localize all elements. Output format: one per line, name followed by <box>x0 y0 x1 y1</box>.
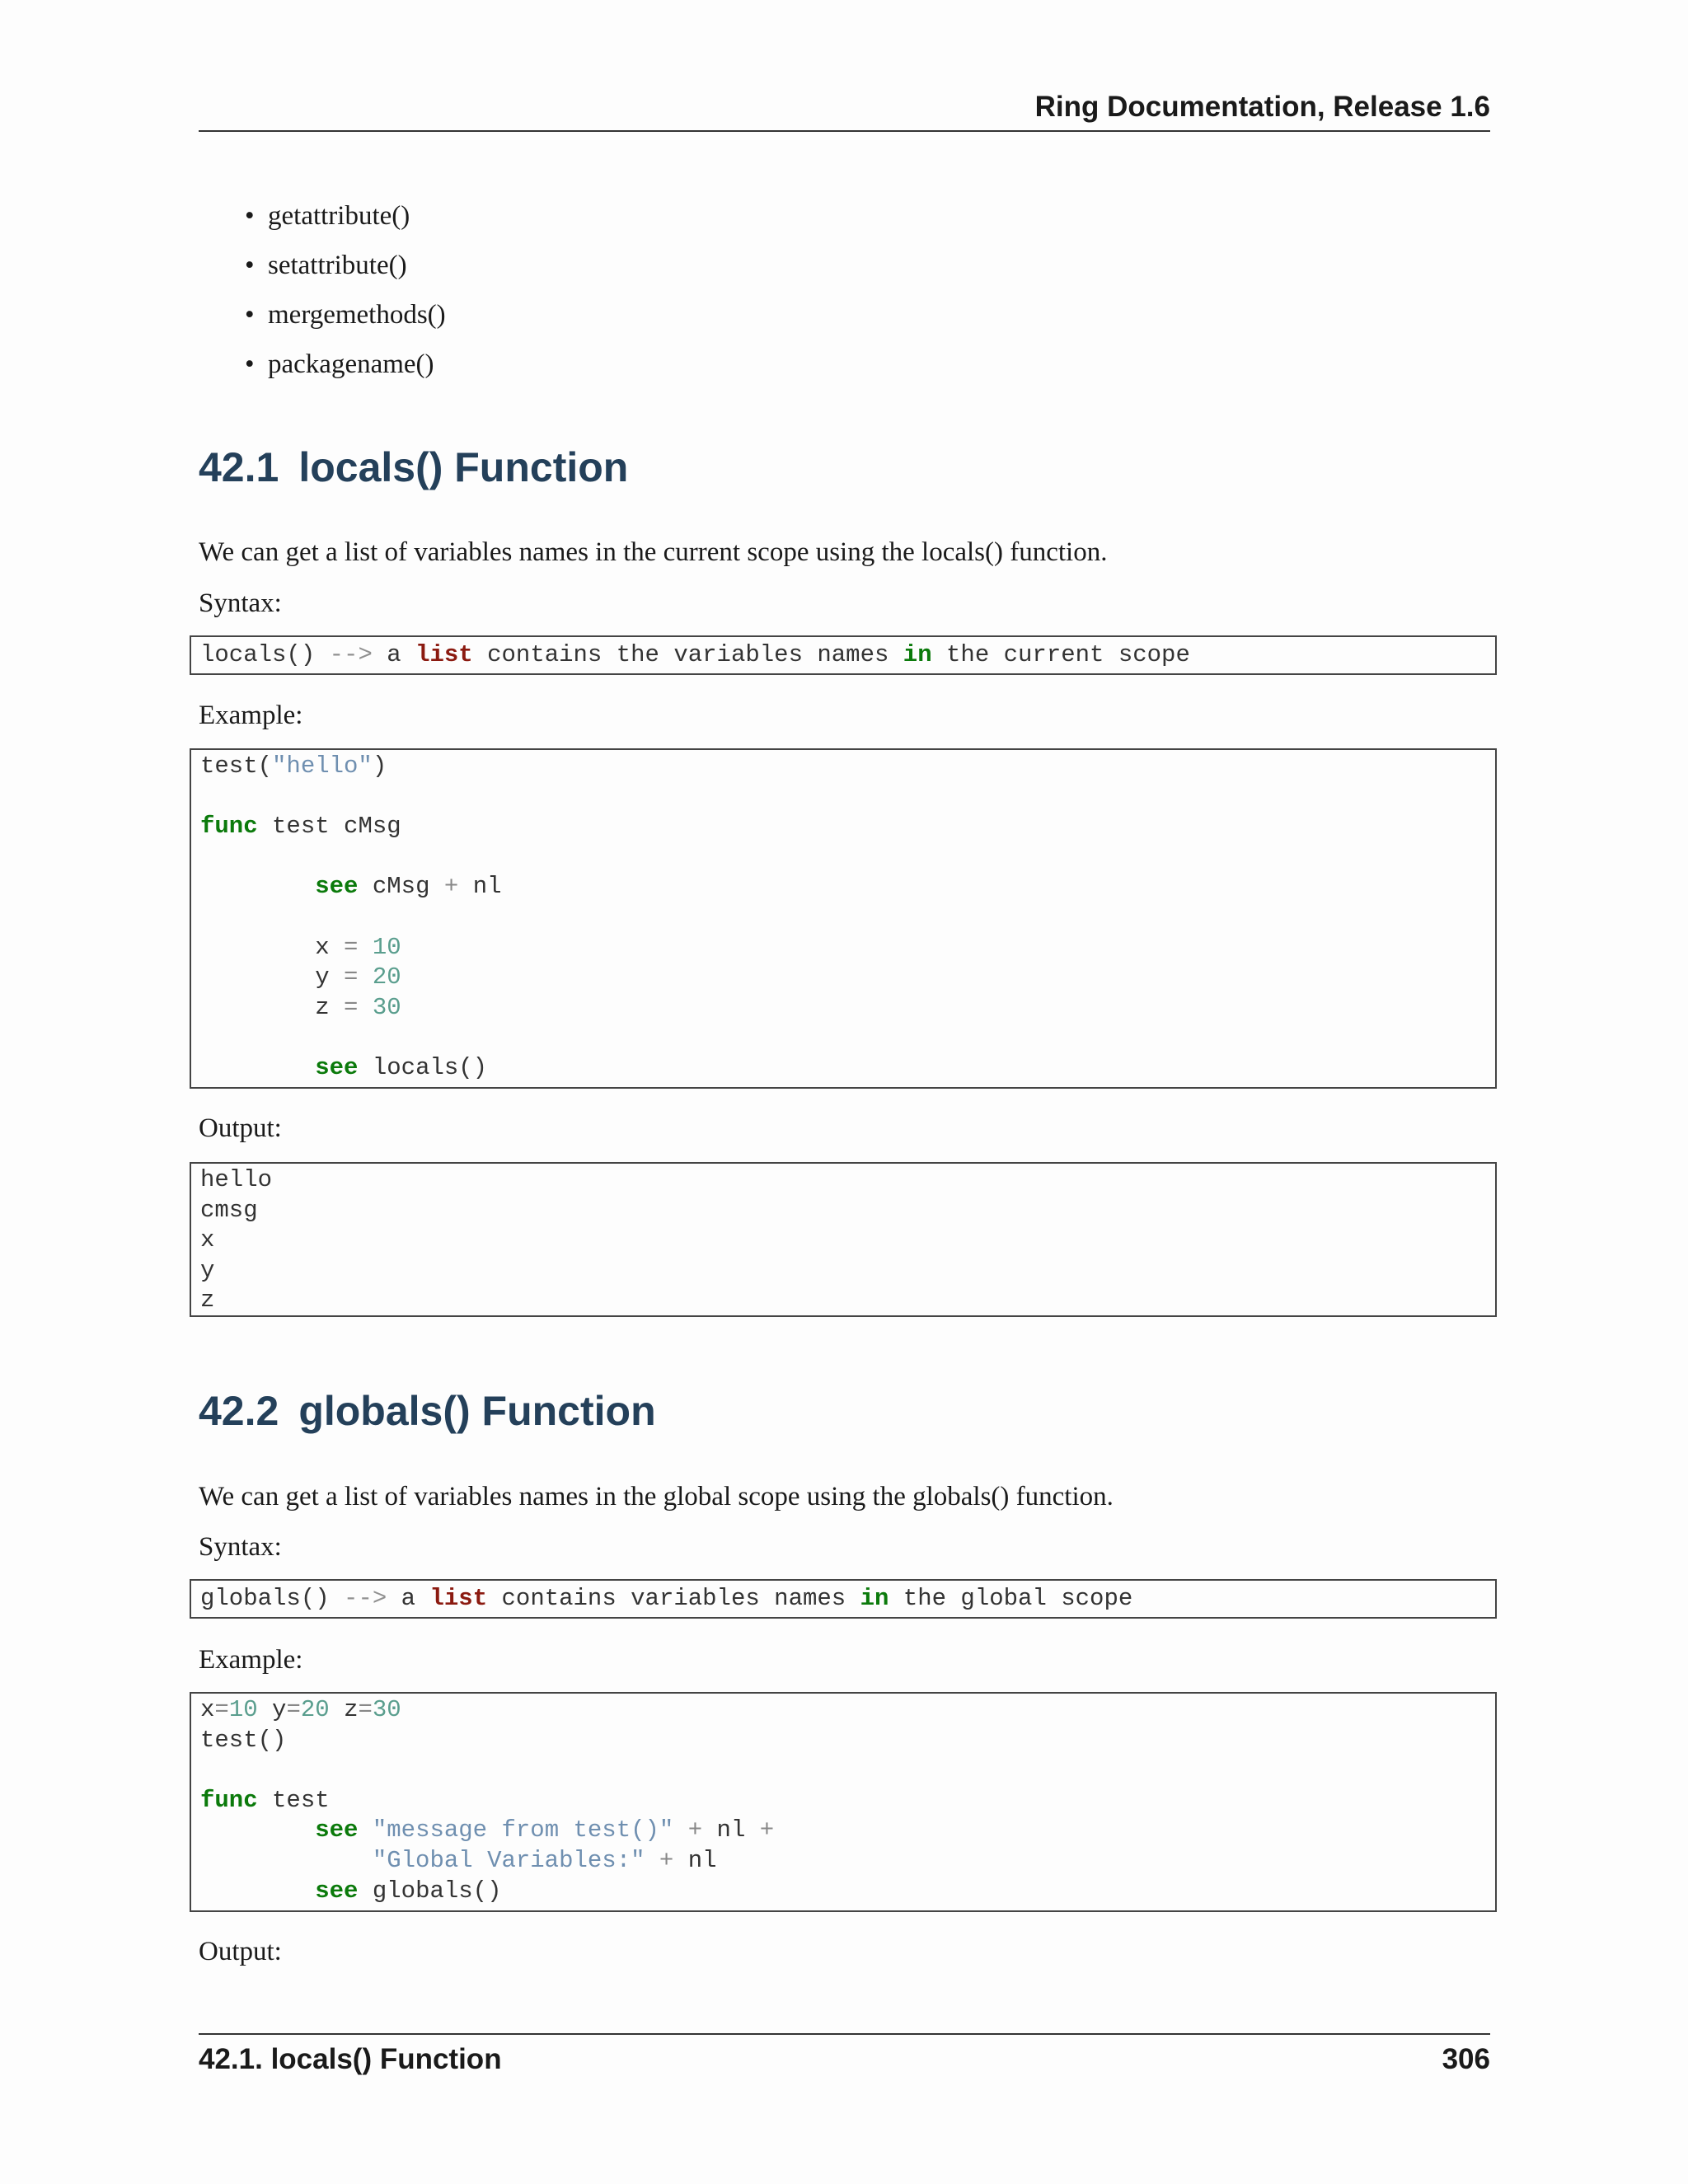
section2-syntax-code: globals() --> a list contains variables names in the global scope <box>190 1579 1497 1619</box>
section1-syntax-code: locals() --> a list contains the variables names in the current scope <box>190 635 1497 675</box>
section2-example-label: Example: <box>199 1645 303 1675</box>
section2-example-code: x=10 y=20 z=30 test() func test see "message from test()" + nl + "Global Variables:" + nl see globals() <box>190 1692 1497 1912</box>
page-number: 306 <box>1442 2043 1490 2075</box>
list-item: • mergemethods() <box>245 300 446 330</box>
section2-syntax-label: Syntax: <box>199 1532 282 1562</box>
section2-output-label: Output: <box>199 1937 282 1966</box>
section1-example-label: Example: <box>199 701 303 730</box>
list-item: • packagename() <box>245 349 434 379</box>
list-item: • getattribute() <box>245 201 410 231</box>
footer-section: 42.1. locals() Function <box>199 2043 502 2075</box>
section1-example-code: test("hello") func test cMsg see cMsg + nl x = 10 y = 20 z = 30 see locals() <box>190 748 1497 1089</box>
section-heading-globals: 42.2 globals() Function <box>199 1388 656 1434</box>
function-list <box>245 199 446 397</box>
header-title: Ring Documentation, Release 1.6 <box>1034 91 1490 123</box>
page-header <box>199 91 1490 132</box>
section1-syntax-label: Syntax: <box>199 588 282 618</box>
section1-intro: We can get a list of variables names in the current scope using the locals() function. <box>199 537 1108 567</box>
page-footer <box>199 2033 1490 2093</box>
section1-output-code: hello cmsg x y z <box>190 1162 1497 1317</box>
section1-output-label: Output: <box>199 1113 282 1143</box>
section-heading-locals: 42.1 locals() Function <box>199 444 629 490</box>
list-item: • setattribute() <box>245 251 407 280</box>
section2-intro: We can get a list of variables names in the global scope using the globals() function. <box>199 1482 1114 1511</box>
